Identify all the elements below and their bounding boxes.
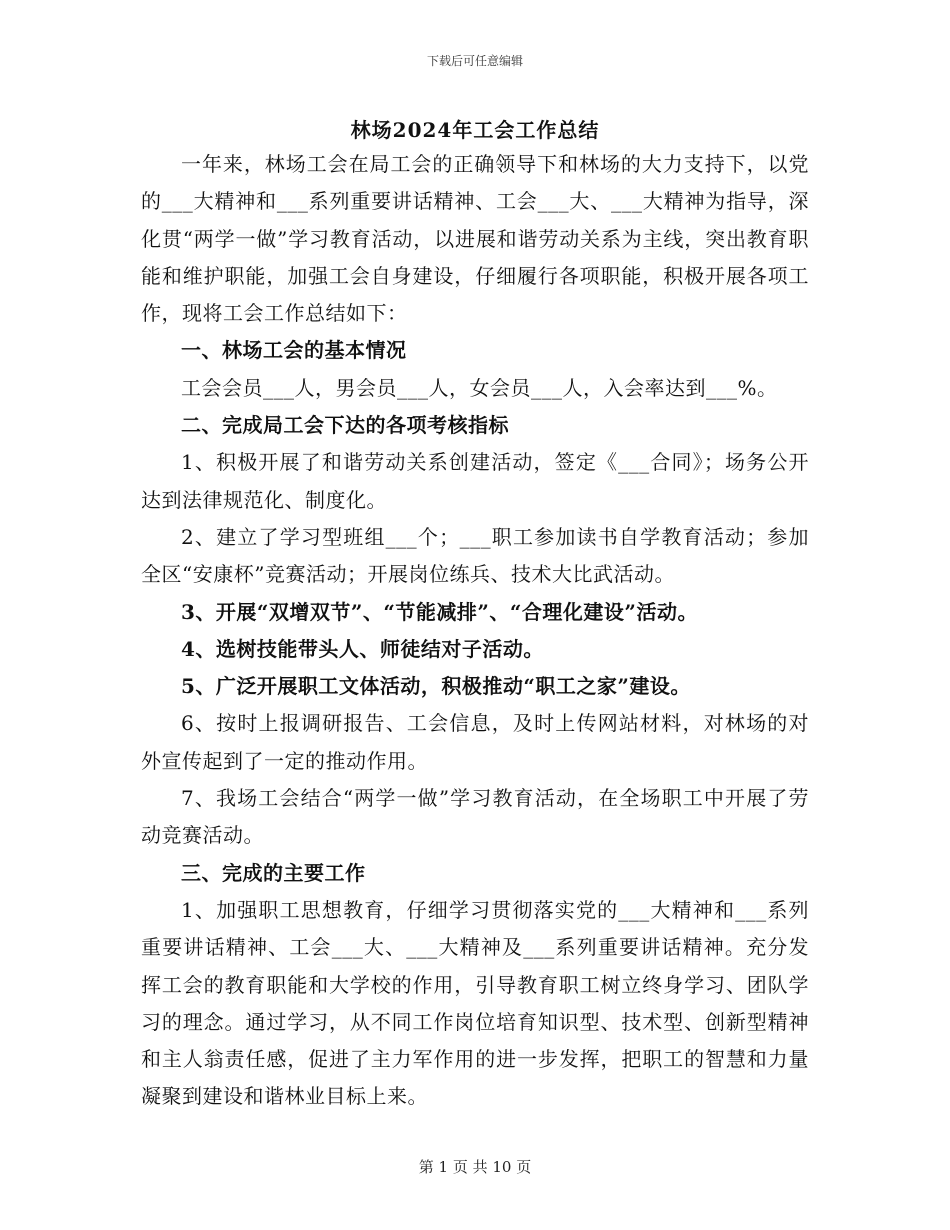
header-note: 下载后可任意编辑 <box>426 54 523 68</box>
section-heading-1: 一、林场工会的基本情况 <box>181 338 407 363</box>
intro-paragraph: 一年来，林场工会在局工会的正确领导下和林场的大力支持下，以党的___大精神和___系列重要讲话精神、工会___大、___大精神为指导，深化贯“两学一做”学习教育活动，以进展和谐劳动关系为主线，突出教育职能和维护职能，加强工会自身建设，仔细履行各项职能，积极开展各项工作，现将工会工作总结如下： <box>141 152 809 326</box>
list-item-2-3: 3、开展“双增双节”、“节能减排”、“合理化建设”活动。 <box>181 599 698 624</box>
list-item-2-2: 2、建立了学习型班组___个；___职工参加读书自学教育活动；参加全区“安康杯”竞赛活动；开展岗位练兵、技术大比武活动。 <box>141 524 809 587</box>
page-number: 第 1 页 共 10 页 <box>418 1158 532 1176</box>
section-heading-3: 三、完成的主要工作 <box>181 860 366 885</box>
section-heading-2: 二、完成局工会下达的各项考核指标 <box>181 413 509 438</box>
list-item-3-1: 1、加强职工思想教育，仔细学习贯彻落实党的___大精神和___系列重要讲话精神、工会___大、___大精神及___系列重要讲话精神。充分发挥工会的教育职能和大学校的作用，引导教育职工树立终身学习、团队学习的理念。通过学习，从不同工作岗位培育知识型、技术型、创新型精神和主人翁责任感，促进了主力军作用的进一步发挥，把职工的智慧和力量凝聚到建设和谐林业目标上来。 <box>141 897 809 1109</box>
paragraph-membership: 工会会员___人，男会员___人，女会员___人，入会率达到___%。 <box>181 375 778 400</box>
list-item-2-1: 1、积极开展了和谐劳动关系创建活动，签定《___合同》；场务公开达到法律规范化、制度化。 <box>141 450 809 512</box>
document-body <box>141 146 809 1116</box>
document-title: 林场2024年工会工作总结 <box>350 118 600 142</box>
list-item-2-4: 4、选树技能带头人、师徒结对子活动。 <box>181 636 544 661</box>
list-item-2-7: 7、我场工会结合“两学一做”学习教育活动，在全场职工中开展了劳动竞赛活动。 <box>141 786 809 848</box>
list-item-2-6: 6、按时上报调研报告、工会信息，及时上传网站材料，对林场的对外宣传起到了一定的推动作用。 <box>141 711 809 773</box>
list-item-2-5: 5、广泛开展职工文体活动，积极推动“职工之家”建设。 <box>181 674 691 699</box>
